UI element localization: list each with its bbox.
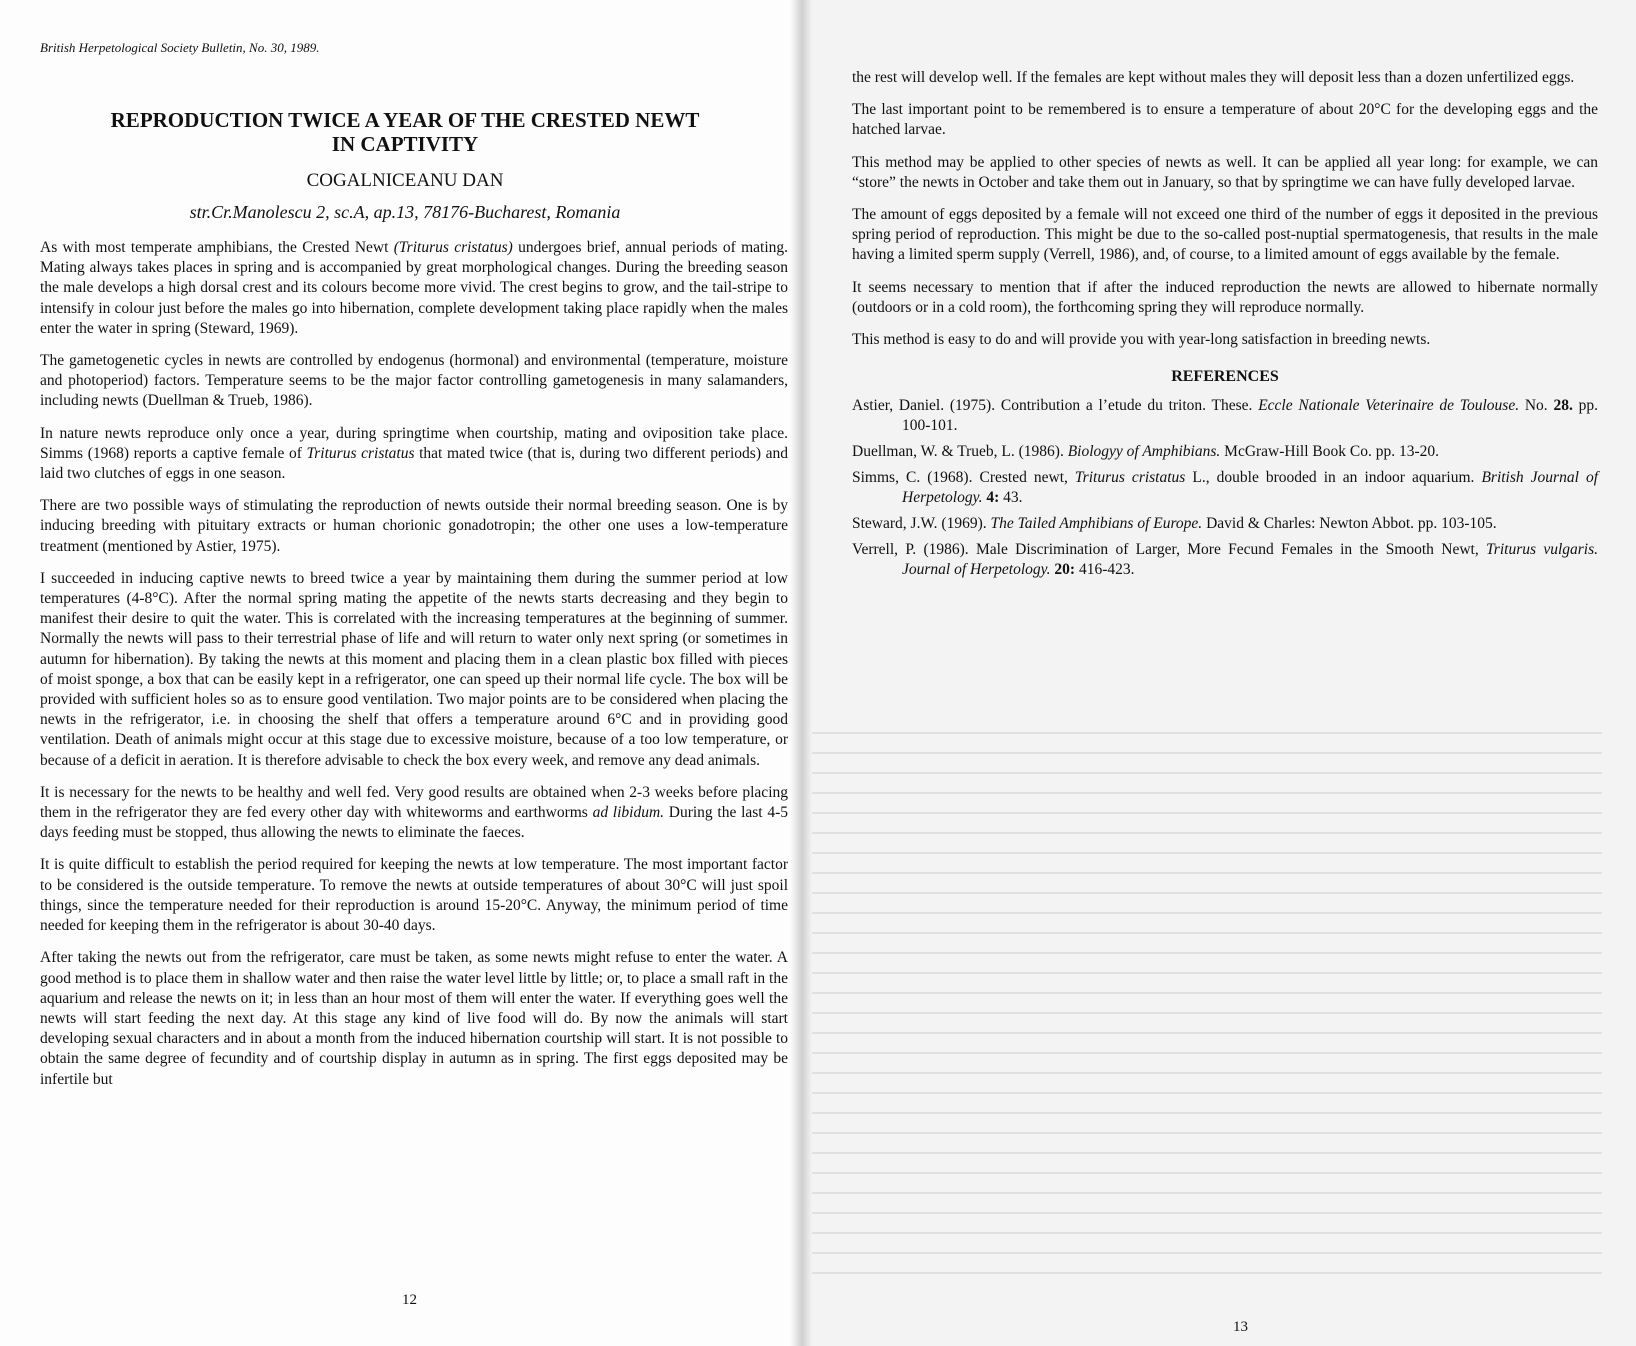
references-heading: REFERENCES bbox=[1171, 368, 1279, 386]
left-column bbox=[40, 238, 788, 1102]
paragraph-3: In nature newts reproduce only once a year, during springtime when courtship, mating and oviposition take place. Simms (1968) reports a captive female of Triturus cristatus that mated twice (that is, during two different periods) and laid two clutches of eggs in one season. bbox=[40, 424, 788, 483]
reference-item: Simms, C. (1968). Crested newt, Triturus cristatus L., double brooded in an indoor aquarium. British Journal of Herpetology. 4: 43. bbox=[852, 469, 1598, 507]
paragraph-5: I succeeded in inducing captive newts to breed twice a year by maintaining them during the summer period at low temperatures (4-8°C). After the normal spring mating the appetite of the newts starts decreasing and they begin to manifest their desire to quit the water. This is correlated with the increasing temperatures at the beginning of summer. Normally the newts will pass to their terrestrial phase of life and will return to water only next spring (or sometimes in autumn for hibernation). By taking the newts at this moment and placing them in a clean plastic box filled with pieces of moist sponge, a box that can be easily kept in a refrigerator, one can speed up their normal life cycle. The box will be provided with sufficient holes so as to ensure good ventilation. Two major points are to be considered when placing the newts in the refrigerator, i.e. in choosing the shelf that offers a temperature around 6°C and in providing good ventilation. Death of animals might occur at this stage due to excessive moisture, because of a too low temperature, or because of a deficit in aeration. It is therefore advisable to check the box every week, and remove any dead animals. bbox=[40, 569, 788, 769]
reference-item: Verrell, P. (1986). Male Discrimination of Larger, More Fecund Females in the Smooth Newt, Triturus vulgaris. Journal of Herpetology. 20: 416-423. bbox=[852, 541, 1599, 579]
paragraph-6: It is necessary for the newts to be healthy and well fed. Very good results are obtained when 2-3 weeks before placing them in the refrigerator they are fed every other day with whiteworms and earthworms ad libidum. During the last 4-5 days feeding must be stopped, thus allowing the newts to eliminate the faeces. bbox=[40, 783, 788, 842]
paragraph-8: After taking the newts out from the refrigerator, care must be taken, as some newts might refuse to enter the water. A good method is to place them in shallow water and then raise the water level little by little; or, to place a small raft in the aquarium and release the newts on it; in less than an hour most of them will enter the water. If everything goes well the newts will start feeding the next day. At this stage any kind of live food will do. By now the animals will start developing sexual characters and in about a month from the induced hibernation courtship will start. It is not possible to obtain the same degree of fecundity and of courtship display in autumn as in spring. The first eggs deposited may be infertile but bbox=[40, 949, 788, 1088]
paragraph-7: It is quite difficult to establish the period required for keeping the newts at low temperature. The most important factor to be considered is the outside temperature. To remove the newts at outside temperatures of about 30°C will just spoil things, since the temperature needed for their reproduction is around 15-20°C. Anyway, the minimum period of time needed for keeping them in the refrigerator is about 30-40 days. bbox=[40, 856, 788, 935]
paragraph-9: the rest will develop well. If the females are kept without males they will deposit less than a dozen unfertilized eggs. bbox=[852, 69, 1575, 86]
page-number-right: 13 bbox=[1233, 1319, 1248, 1335]
author-name: COGALNICEANU DAN bbox=[306, 170, 504, 191]
paragraph-1: As with most temperate amphibians, the Crested Newt (Triturus cristatus) undergoes brief, annual periods of mating. Mating always takes places in spring and is accompanied by great morphological changes. During the breeding season the male develops a high dorsal crest and its colours become more vivid. The crest begins to grow, and the tail-stripe to intensify in colour just before the males go into hibernation, complete development taking place rapidly when the males enter the water in spring (Steward, 1969). bbox=[40, 239, 788, 337]
title-line-1: REPRODUCTION TWICE A YEAR OF THE CRESTED NEWT bbox=[110, 108, 700, 132]
paragraph-13: It seems necessary to mention that if after the induced reproduction the newts are allowed to hibernate normally (outdoors or in a cold room), the forthcoming spring they will reproduce normally. bbox=[852, 278, 1598, 316]
paragraph-4: There are two possible ways of stimulating the reproduction of newts outside their normal breeding season. One is by inducing breeding with pituitary extracts or human chorionic gonadotropin; the other one uses a low-temperature treatment (mentioned by Astier, 1975). bbox=[40, 497, 788, 555]
author-address: str.Cr.Manolescu 2, sc.A, ap.13, 78176-Bucharest, Romania bbox=[189, 202, 621, 222]
paragraph-11: This method may be applied to other species of newts as well. It can be applied all year long: for example, we can “store” the newts in October and take them out in January, so that by springtime we can have fully developed larvae. bbox=[852, 153, 1598, 191]
paragraph-10: The last important point to be remembered is to ensure a temperature of about 20°C for the developing eggs and the hatched larvae. bbox=[852, 101, 1598, 139]
paragraph-14: This method is easy to do and will provide you with year-long satisfaction in breeding newts. bbox=[852, 331, 1431, 349]
title-line-2: IN CAPTIVITY bbox=[331, 132, 479, 156]
reference-item: Astier, Daniel. (1975). Contribution a l’etude du triton. These. Eccle Nationale Veterinaire de Toulouse. No. 28. pp. 100-101. bbox=[852, 397, 1598, 435]
book-gutter bbox=[790, 0, 812, 1346]
paragraph-12: The amount of eggs deposited by a female will not exceed one third of the number of eggs it deposited in the previous spring period of reproduction. This might be due to the so-called post-nuptial spermatogenesis, that results in the male having a limited sperm supply (Verrell, 1986), and, of course, to a limited amount of eggs available by the female. bbox=[852, 206, 1598, 264]
reference-item: Duellman, W. & Trueb, L. (1986). Biologyy of Amphibians. McGraw-Hill Book Co. pp. 13-20. bbox=[852, 443, 1439, 461]
right-column bbox=[852, 68, 1598, 586]
show-through-texture bbox=[812, 720, 1602, 1280]
page-number-left: 12 bbox=[402, 1292, 417, 1308]
reference-item: Steward, J.W. (1969). The Tailed Amphibians of Europe. David & Charles: Newton Abbot. pp. 103-105. bbox=[852, 515, 1497, 533]
article-title bbox=[40, 108, 770, 156]
paragraph-2: The gametogenetic cycles in newts are controlled by endogenus (hormonal) and environmental (temperature, moisture and photoperiod) factors. Temperature seems to be the major factor controlling gametogenesis in many salamanders, including newts (Duellman & Trueb, 1986). bbox=[40, 352, 788, 410]
running-head: British Herpetological Society Bulletin, No. 30, 1989. bbox=[40, 40, 320, 55]
